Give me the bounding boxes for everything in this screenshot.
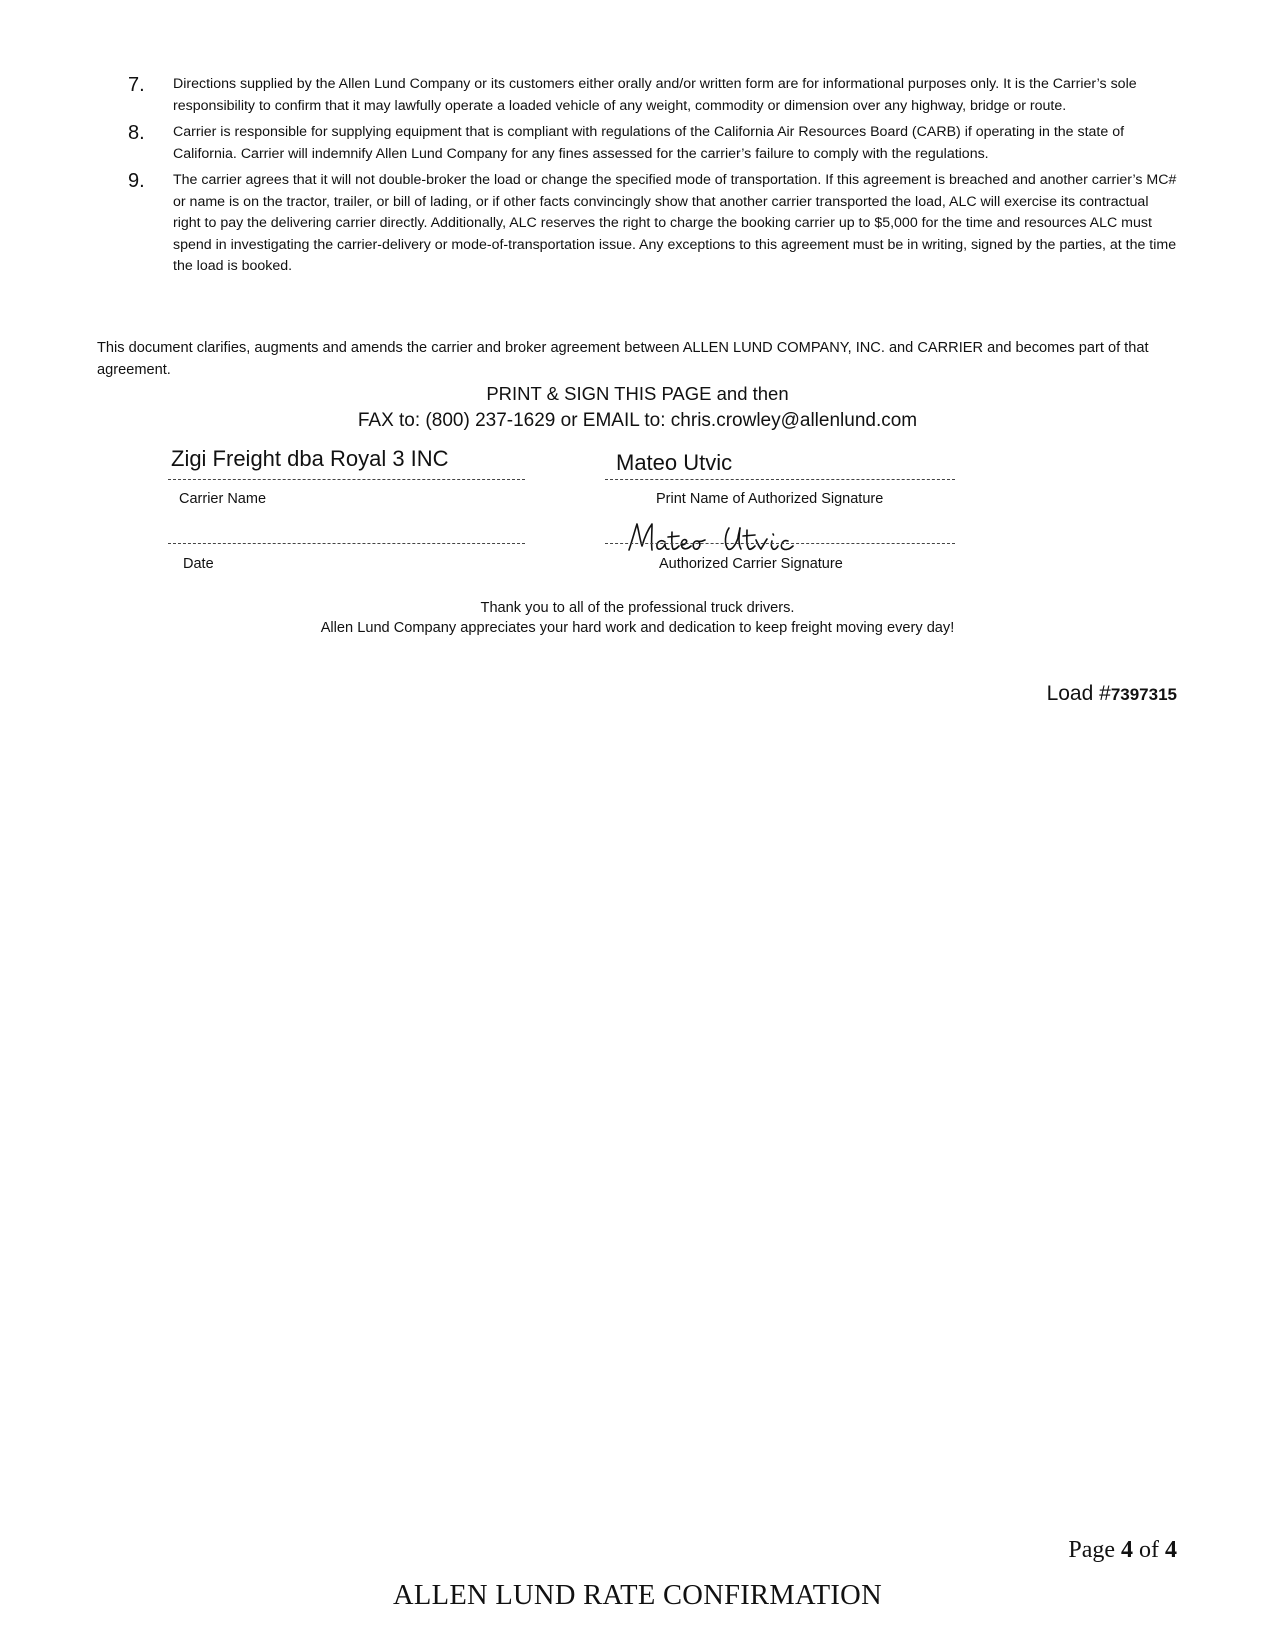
page-of: of bbox=[1133, 1537, 1165, 1563]
carrier-name-value[interactable]: Zigi Freight dba Royal 3 INC bbox=[171, 446, 449, 471]
term-item bbox=[128, 122, 1178, 165]
print-name-line bbox=[605, 479, 955, 480]
date-line bbox=[168, 543, 525, 544]
page-indicator bbox=[1068, 1537, 1177, 1564]
carrier-name-label: Carrier Name bbox=[179, 491, 267, 507]
page-prefix: Page bbox=[1068, 1537, 1121, 1563]
term-item bbox=[128, 74, 1178, 117]
handwritten-signature[interactable] bbox=[625, 518, 825, 558]
term-number: 8. bbox=[128, 122, 145, 144]
term-number: 7. bbox=[128, 74, 145, 96]
term-number: 9. bbox=[128, 170, 145, 192]
term-text: Carrier is responsible for supplying equipment that is compliant with regulations of the California Air Resources Board (CARB) if operating in the state of California. Carrier will indemnify Allen Lund Company for any fines assessed for the carrier’s failure to comply with the regulations. bbox=[173, 124, 1125, 162]
fax-email-instruction: FAX to: (800) 237-1629 or EMAIL to: chris.crowley@allenlund.com bbox=[357, 410, 918, 431]
date-label: Date bbox=[183, 556, 214, 572]
page-total: 4 bbox=[1165, 1537, 1177, 1563]
page-current: 4 bbox=[1121, 1537, 1133, 1563]
load-label: Load # bbox=[1046, 682, 1111, 705]
terms-list bbox=[128, 74, 1178, 283]
load-number bbox=[1047, 682, 1177, 706]
clarification-paragraph: This document clarifies, augments and amends the carrier and broker agreement between ALLEN LUND COMPANY, INC. and CARRIER and becomes part of that agreement. bbox=[97, 340, 1149, 378]
term-text: Directions supplied by the Allen Lund Company or its customers either orally and/or written form are for informational purposes only. It is the Carrier’s sole responsibility to confirm that it may lawfully operate a loaded vehicle of any weight, commodity or dimension over any highway, bridge or route. bbox=[173, 76, 1137, 114]
signature-label: Authorized Carrier Signature bbox=[659, 556, 843, 572]
term-item bbox=[128, 170, 1178, 278]
print-name-value[interactable]: Mateo Utvic bbox=[616, 450, 733, 475]
print-sign-instruction: PRINT & SIGN THIS PAGE and then bbox=[486, 383, 789, 404]
footer-title: ALLEN LUND RATE CONFIRMATION bbox=[393, 1580, 882, 1611]
load-value: 7397315 bbox=[1110, 685, 1177, 704]
thanks-line-1: Thank you to all of the professional truck drivers. bbox=[480, 600, 795, 616]
carrier-name-line bbox=[168, 479, 525, 480]
signature-line bbox=[605, 543, 955, 544]
thanks-line-2: Allen Lund Company appreciates your hard work and dedication to keep freight moving every day! bbox=[320, 620, 955, 636]
term-text: The carrier agrees that it will not double-broker the load or change the specified mode of transportation. If this agreement is breached and another carrier’s MC# or name is on the tractor, trailer, or bill of lading, or if other facts convincingly show that another carrier transported the load, ALC will exercise its contractual right to pay the delivering carrier directly. Additionally, ALC reserves the right to charge the booking carrier up to $5,000 for the time and resources ALC must spend in investigating the carrier-delivery or mode-of-transportation issue. Any exceptions to this agreement must be in writing, signed by the parties, at the time the load is booked. bbox=[173, 172, 1177, 274]
print-name-label: Print Name of Authorized Signature bbox=[656, 491, 884, 507]
